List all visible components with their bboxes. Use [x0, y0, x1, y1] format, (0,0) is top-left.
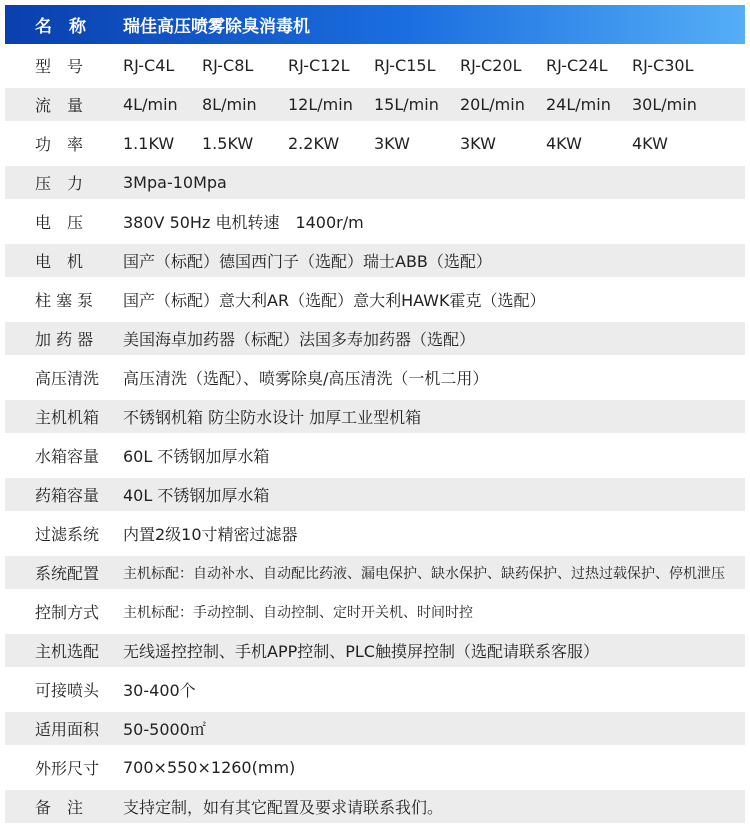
row-value: 内置2级10寸精密过滤器: [123, 525, 298, 544]
cleaning-row: [5, 361, 745, 394]
pressure-row: [5, 166, 745, 199]
row-label: 可接喷头: [35, 681, 100, 700]
row-value: 国产（标配）意大利AR（选配）意大利HAWK霍克（选配）: [123, 291, 546, 310]
flow-cell: 30L/min: [632, 95, 697, 114]
product-name: 瑞佳高压喷雾除臭消毒机: [123, 17, 310, 37]
model-cell: RJ-C15L: [374, 56, 436, 75]
power-cell: 3KW: [460, 134, 496, 153]
row-value: 高压清洗（选配）、喷雾除臭/高压清洗（一机二用）: [123, 369, 489, 388]
flow-values: [123, 95, 745, 114]
row-label: 水箱容量: [35, 447, 100, 466]
row-label: 电 机: [35, 252, 84, 271]
row-label: 药箱容量: [35, 486, 100, 505]
model-cell: RJ-C20L: [460, 56, 522, 75]
row-value: 不锈钢机箱 防尘防水设计 加厚工业型机箱: [123, 408, 422, 427]
row-value: 40L 不锈钢加厚水箱: [123, 486, 270, 505]
filter-row: [5, 517, 745, 550]
flow-cell: 4L/min: [123, 95, 178, 114]
row-value: 无线遥控控制、手机APP控制、PLC触摸屏控制（选配请联系客服）: [123, 642, 599, 661]
row-value: 380V 50Hz 电机转速 1400r/m: [123, 213, 364, 232]
flow-cell: 8L/min: [202, 95, 257, 114]
chemical-tank-row: [5, 478, 745, 511]
row-label: 适用面积: [35, 720, 100, 739]
row-value: 主机标配：自动补水、自动配比药液、漏电保护、缺水保护、缺药保护、过热过载保护、停机泄压: [123, 565, 725, 582]
row-value: 主机标配：手动控制、自动控制、定时开关机、时间时控: [123, 604, 473, 621]
model-values: [123, 56, 745, 75]
row-value: 3Mpa-10Mpa: [123, 173, 227, 192]
model-cell: RJ-C24L: [546, 56, 608, 75]
power-cell: 1.1KW: [123, 134, 175, 153]
model-cell: RJ-C30L: [632, 56, 694, 75]
row-label: 高压清洗: [35, 369, 100, 388]
power-cell: 3KW: [374, 134, 410, 153]
model-label: 型 号: [35, 57, 84, 76]
water-tank-row: [5, 439, 745, 472]
row-value: 美国海卓加药器（标配）法国多寿加药器（选配）: [123, 330, 476, 349]
row-value: 50-5000㎡: [123, 720, 206, 739]
flow-row: [5, 88, 745, 121]
row-value: 60L 不锈钢加厚水箱: [123, 447, 270, 466]
options-row: [5, 634, 745, 667]
power-cell: 4KW: [632, 134, 668, 153]
row-label: 控制方式: [35, 603, 100, 622]
area-row: [5, 712, 745, 745]
dosing-row: [5, 322, 745, 355]
row-label: 过滤系统: [35, 525, 100, 544]
dimensions-row: [5, 751, 745, 784]
power-label: 功 率: [35, 135, 84, 154]
model-cell: RJ-C8L: [202, 56, 254, 75]
row-label: 主机选配: [35, 642, 100, 661]
power-values: [123, 134, 745, 153]
power-cell: 2.2KW: [288, 134, 340, 153]
model-row: [5, 49, 745, 82]
power-cell: 4KW: [546, 134, 582, 153]
pump-row: [5, 283, 745, 316]
control-mode-row: [5, 595, 745, 628]
nozzles-row: [5, 673, 745, 706]
table-header: [5, 5, 745, 44]
flow-cell: 12L/min: [288, 95, 353, 114]
row-label: 电 压: [35, 213, 84, 232]
row-label: 加 药 器: [35, 330, 94, 349]
row-value: 支持定制，如有其它配置及要求请联系我们。: [123, 798, 444, 817]
motor-row: [5, 244, 745, 277]
row-label: 主机机箱: [35, 408, 100, 427]
header-label: 名 称: [35, 17, 86, 37]
row-label: 备 注: [35, 798, 84, 817]
system-config-row: [5, 556, 745, 589]
row-value: 国产（标配）德国西门子（选配）瑞士ABB（选配）: [123, 252, 492, 271]
model-cell: RJ-C12L: [288, 56, 350, 75]
row-label: 压 力: [35, 174, 84, 193]
power-row: [5, 127, 745, 160]
flow-cell: 20L/min: [460, 95, 525, 114]
row-label: 系统配置: [35, 564, 100, 583]
row-value: 30-400个: [123, 681, 196, 700]
row-label: 柱 塞 泵: [35, 291, 94, 310]
spec-table: [5, 5, 745, 823]
flow-label: 流 量: [35, 96, 84, 115]
model-cell: RJ-C4L: [123, 56, 175, 75]
cabinet-row: [5, 400, 745, 433]
remarks-row: [5, 790, 745, 823]
voltage-row: [5, 205, 745, 238]
flow-cell: 15L/min: [374, 95, 439, 114]
row-value: 700×550×1260(mm): [123, 758, 296, 777]
row-label: 外形尺寸: [35, 759, 100, 778]
flow-cell: 24L/min: [546, 95, 611, 114]
power-cell: 1.5KW: [202, 134, 254, 153]
